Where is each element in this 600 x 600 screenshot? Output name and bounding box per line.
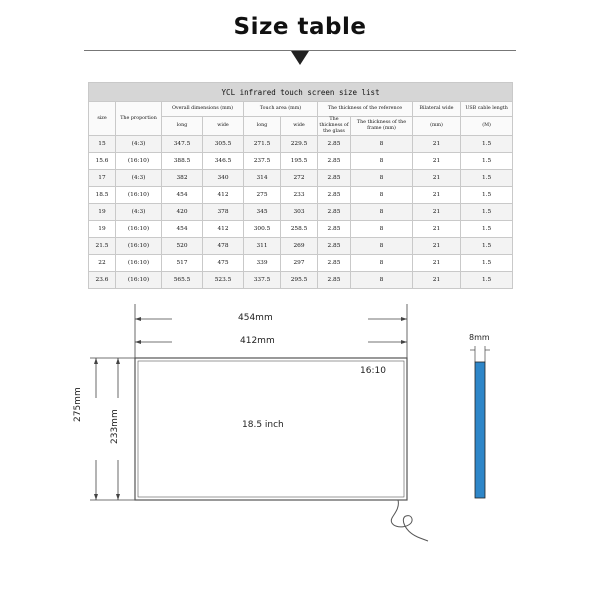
table-cell: 412 [203,221,244,238]
usb-cable [391,500,428,541]
header-size: size [89,102,116,136]
table-cell: 17 [89,170,116,187]
header-proportion: The proportion [116,102,162,136]
table-cell: 21 [413,136,461,153]
table-cell: 237.5 [244,153,281,170]
table-cell: 523.5 [203,272,244,289]
outer-width-label: 454mm [238,313,273,323]
table-cell: 454 [162,187,203,204]
table-cell: (4:3) [116,170,162,187]
table-cell: 21 [413,272,461,289]
table-cell: 303 [281,204,318,221]
table-cell: 1.5 [461,187,513,204]
table-cell: 347.5 [162,136,203,153]
table-cell: 21 [413,153,461,170]
table-cell: 21 [413,204,461,221]
table-cell: (16:10) [116,238,162,255]
table-cell: 2.85 [318,272,351,289]
table-cell: 1.5 [461,136,513,153]
page-title: Size table [233,14,367,40]
frame-side-profile [470,346,490,498]
table-cell: 311 [244,238,281,255]
table-cell: 412 [203,187,244,204]
table-cell: 1.5 [461,221,513,238]
table-cell: 1.5 [461,272,513,289]
outer-height-label: 275mm [73,387,83,422]
table-cell: 21 [413,221,461,238]
table-cell: 15.6 [89,153,116,170]
table-cell: 21 [413,170,461,187]
table-cell: 520 [162,238,203,255]
table-cell: 2.85 [318,204,351,221]
table-cell: 1.5 [461,204,513,221]
table-cell: 229.5 [281,136,318,153]
ratio-label: 16:10 [360,366,386,376]
table-cell: 1.5 [461,255,513,272]
table-cell: (16:10) [116,187,162,204]
table-cell: 23.6 [89,272,116,289]
table-cell: 478 [203,238,244,255]
table-cell: 269 [281,238,318,255]
table-cell: 8 [351,136,413,153]
table-cell: (16:10) [116,221,162,238]
table-cell: 22 [89,255,116,272]
header-frame: The thickness of the frame (mm) [351,117,413,136]
table-cell: 8 [351,153,413,170]
table-cell: 346.5 [203,153,244,170]
table-cell: 382 [162,170,203,187]
header-touch-wide: wide [281,117,318,136]
table-cell: 8 [351,204,413,221]
table-cell: 233 [281,187,318,204]
table-cell: 339 [244,255,281,272]
table-cell: 2.85 [318,136,351,153]
table-cell: 8 [351,255,413,272]
table-cell: 420 [162,204,203,221]
inner-height-label: 233mm [110,409,120,444]
header-reference: The thickness of the reference [318,102,413,117]
table-cell: 2.85 [318,255,351,272]
table-cell: 2.85 [318,238,351,255]
table-cell: 15 [89,136,116,153]
table-cell: 21 [413,238,461,255]
table-cell: (4:3) [116,204,162,221]
table-cell: 305.5 [203,136,244,153]
header-overall-wide: wide [203,117,244,136]
table-cell: 345 [244,204,281,221]
table-cell: 314 [244,170,281,187]
table-cell: 337.5 [244,272,281,289]
table-cell: 272 [281,170,318,187]
table-cell: 2.85 [318,187,351,204]
table-cell: (4:3) [116,136,162,153]
header-bilateral: Bilateral wide [413,102,461,117]
table-cell: 340 [203,170,244,187]
table-cell: 8 [351,272,413,289]
header-overall-long: long [162,117,203,136]
table-cell: 565.5 [162,272,203,289]
table-cell: (16:10) [116,255,162,272]
table-cell: 1.5 [461,170,513,187]
table-cell: 297 [281,255,318,272]
table-cell: 18.5 [89,187,116,204]
table-cell: 271.5 [244,136,281,153]
table-cell: 1.5 [461,153,513,170]
table-cell: 1.5 [461,238,513,255]
table-caption: YCL infrared touch screen size list [89,83,513,102]
table-cell: (16:10) [116,153,162,170]
table-cell: 195.5 [281,153,318,170]
frame-thickness-label: 8mm [469,333,490,342]
screen-size-label: 18.5 inch [242,420,284,430]
table-cell: 388.5 [162,153,203,170]
table-cell: 8 [351,170,413,187]
table-cell: 19 [89,221,116,238]
table-cell: 517 [162,255,203,272]
table-cell: 295.5 [281,272,318,289]
table-cell: 8 [351,221,413,238]
header-bilateral-unit: (mm) [413,117,461,136]
table-cell: 21 [413,187,461,204]
table-cell: 19 [89,204,116,221]
table-cell: 21 [413,255,461,272]
table-cell: (16:10) [116,272,162,289]
table-cell: 8 [351,187,413,204]
table-cell: 258.5 [281,221,318,238]
table-cell: 8 [351,238,413,255]
table-cell: 21.5 [89,238,116,255]
header-glass: The thickness of the glass [319,117,349,134]
table-cell: 475 [203,255,244,272]
table-cell: 300.5 [244,221,281,238]
header-overall: Overall dimensions (mm) [162,102,244,117]
table-cell: 454 [162,221,203,238]
table-cell: 378 [203,204,244,221]
header-usb-unit: (M) [461,117,513,136]
table-cell: 275 [244,187,281,204]
table-cell: 2.85 [318,170,351,187]
header-usb: USB cable length [461,102,513,117]
inner-width-label: 412mm [240,336,275,346]
table-cell: 2.85 [318,221,351,238]
header-touch-long: long [244,117,281,136]
header-touch: Touch area (mm) [244,102,318,117]
table-cell: 2.85 [318,153,351,170]
